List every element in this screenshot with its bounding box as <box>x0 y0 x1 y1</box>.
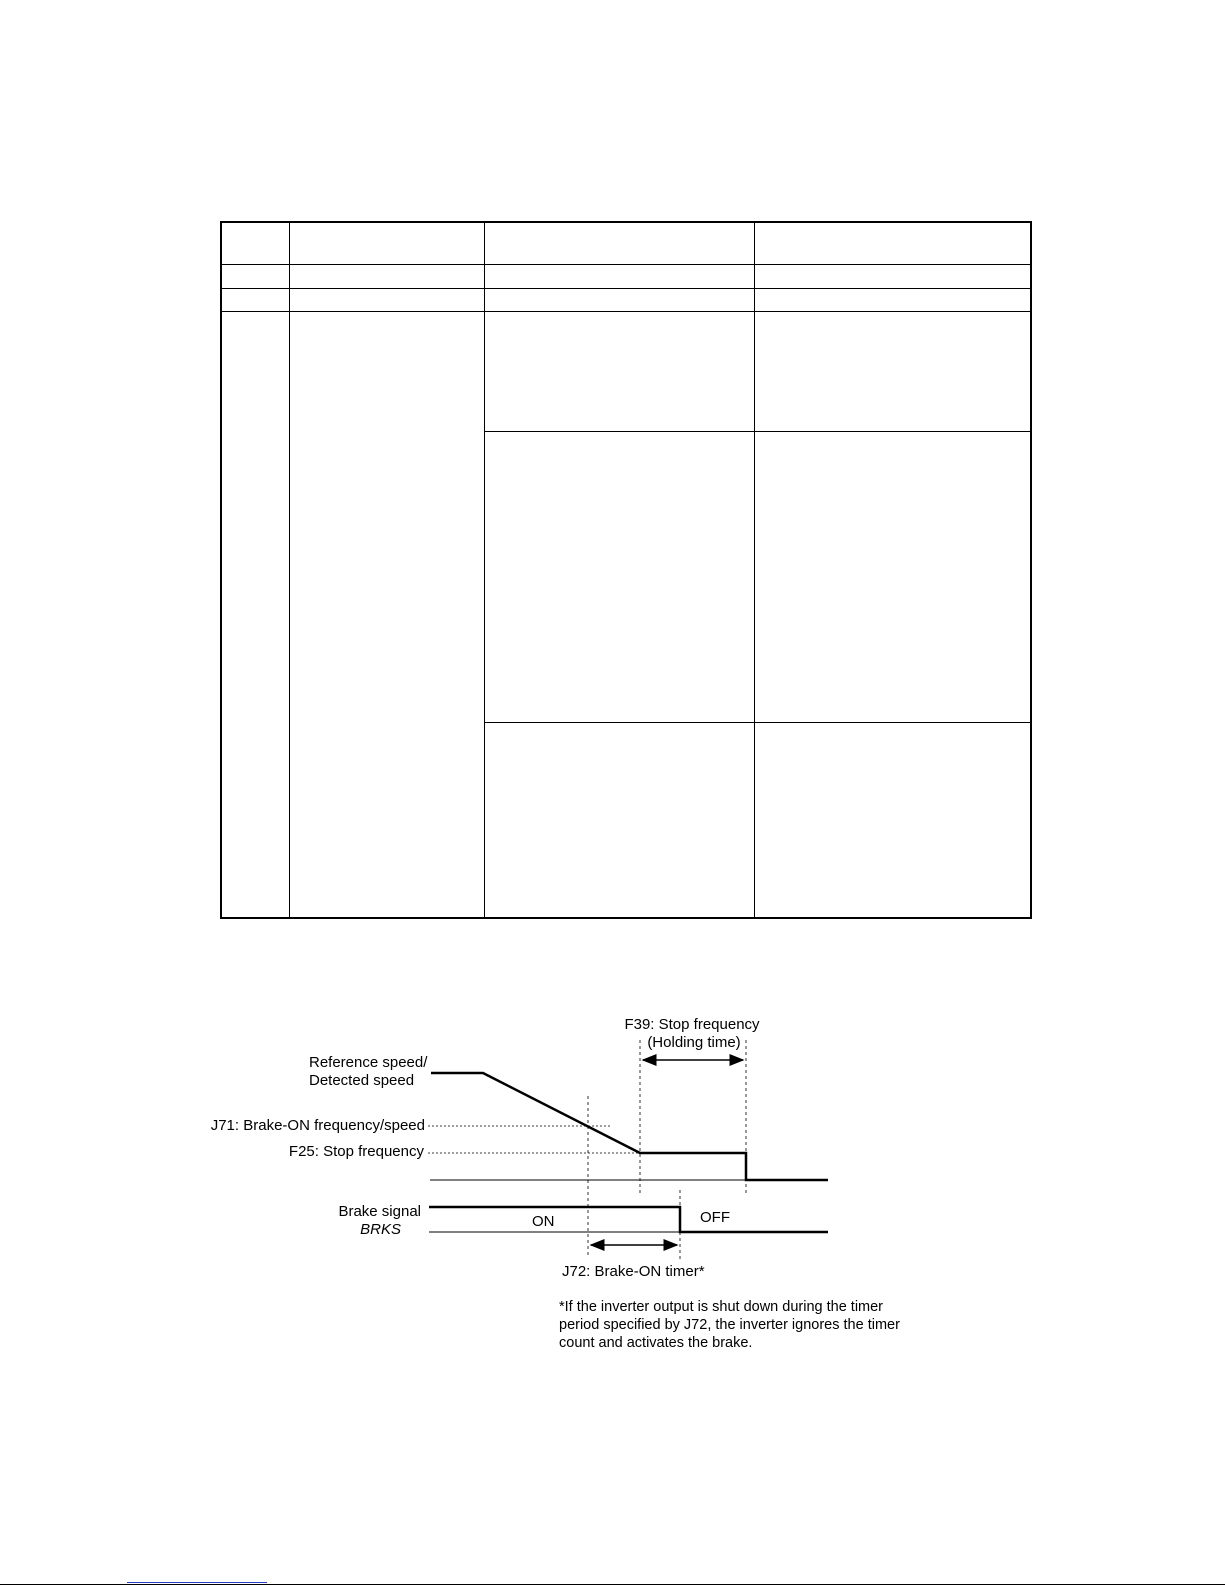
table-header-row <box>221 222 1031 264</box>
table-cell <box>289 222 484 264</box>
reference-speed-label: Reference speed/ <box>309 1054 428 1071</box>
table-cell <box>484 722 754 918</box>
table-grid <box>220 221 1032 919</box>
table-row <box>221 311 1031 431</box>
brks-label: BRKS <box>360 1221 401 1238</box>
table-cell <box>754 288 1031 311</box>
footer-link-underline <box>127 1582 267 1583</box>
on-label: ON <box>532 1213 555 1230</box>
stop-frequency-top-label: F39: Stop frequency <box>624 1016 760 1033</box>
table-cell <box>484 264 754 288</box>
table-cell <box>289 311 484 918</box>
table-cell <box>754 264 1031 288</box>
j72-label: J72: Brake-ON timer* <box>562 1263 705 1280</box>
timing-diagram <box>0 1000 1225 1370</box>
table-row <box>221 264 1031 288</box>
table-cell <box>289 264 484 288</box>
table-cell <box>484 222 754 264</box>
table-cell <box>754 431 1031 722</box>
speed-curve <box>431 1073 828 1180</box>
brake-signal-label: Brake signal <box>338 1203 421 1220</box>
table-cell <box>754 222 1031 264</box>
parameter-table <box>220 221 1030 919</box>
holding-time-label: (Holding time) <box>647 1034 741 1051</box>
table-cell <box>221 264 289 288</box>
table-cell <box>484 431 754 722</box>
table-cell <box>754 311 1031 431</box>
f25-label: F25: Stop frequency <box>288 1143 424 1160</box>
table-cell <box>221 288 289 311</box>
table-cell <box>754 722 1031 918</box>
table-cell <box>289 288 484 311</box>
table-cell <box>484 288 754 311</box>
note-line-1: *If the inverter output is shut down during the timer <box>559 1299 884 1315</box>
table-row <box>221 288 1031 311</box>
brake-signal-line <box>429 1207 828 1232</box>
table-cell <box>221 311 289 918</box>
j71-label: J71: Brake-ON frequency/speed <box>210 1117 425 1134</box>
off-label: OFF <box>700 1209 730 1226</box>
detected-speed-label: Detected speed <box>309 1072 415 1089</box>
note-line-2: period specified by J72, the inverter ignores the timer <box>559 1317 900 1333</box>
note-line-3: count and activates the brake. <box>559 1335 753 1351</box>
table-cell <box>221 222 289 264</box>
table-cell <box>484 311 754 431</box>
